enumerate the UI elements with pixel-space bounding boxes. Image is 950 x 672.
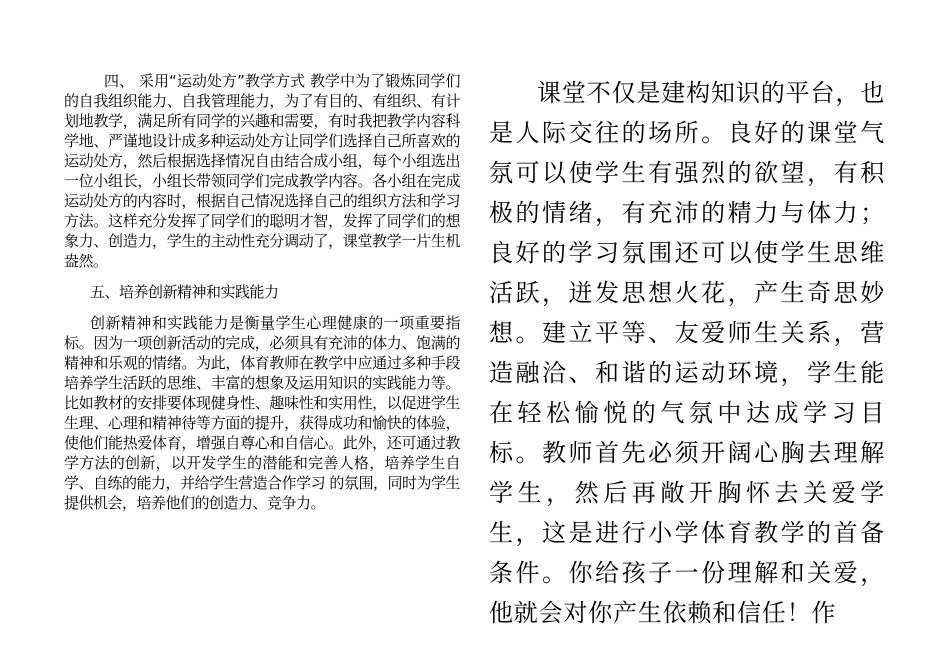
section5-heading: 五、培养创新精神和实践能力 bbox=[90, 283, 279, 301]
section5-paragraph: 创新精神和实践能力是衡量学生心理健康的一项重要指标。因为一项创新活动的完成，必须具有充沛的体力、饱满的精神和乐观的情绪。为此，体育教师在教学中应通过多种手段培养学生活跃的思维、丰富的想象及运用知识的实践能力等。比如教材的安排要体现健身性、趣味性和实用性，以促进学生生理、心理和精神待等方面的提升，获得成功和愉快的体验，使他们能热爱体育，增强自尊心和自信心。此外，还可通过教学方法的创新，以开发学生的潜能和完善人格，培养学生自学、自练的能力，并给学生营造合作学习 的氛围，同时为学生提供机会，培养他们的创造力、竞争力。 bbox=[64, 314, 460, 512]
section4-paragraph: 四、 采用“运动处方”教学方式 教学中为了锻炼同学们的自我组织能力、自我管理能力，为了有目的、有组织、有计划地教学，满足所有同学的兴趣和需要，有时我把教学内容科学地、严谨地设计成多种运动处方让同学们选择自己所喜欢的运动处方，然后根据选择情况自由结合成小组，每个小组选出一位小组长，小组长带领同学们完成教学内容。各小组在完成运动处方的内容时，根据自己情况选择自己的组织方法和学习方法。这样充分发挥了同学们的聪明才智，发挥了同学们的想象力、创造力，学生的主动性充分调动了，课堂教学一片生机盎然。 bbox=[64, 72, 460, 270]
left-column bbox=[64, 71, 460, 513]
right-column bbox=[489, 73, 885, 633]
classroom-atmosphere-paragraph: 课堂不仅是建构知识的平台，也是人际交往的场所。良好的课堂气氛可以使学生有强烈的欲望，有积极的情绪，有充沛的精力与体力；良好的学习氛围还可以使学生思维活跃，迸发思想火花，产生奇思妙想。建立平等、友爱师生关系，营造融洽、和谐的运动环境，学生能在轻松愉悦的气氛中达成学习目标。教师首先必须开阔心胸去理解学生，然后再敞开胸怀去关爱学生，这是进行小学体育教学的首备条件。你给孩子一份理解和关爱，他就会对你产生依赖和信任！作 bbox=[489, 79, 885, 627]
